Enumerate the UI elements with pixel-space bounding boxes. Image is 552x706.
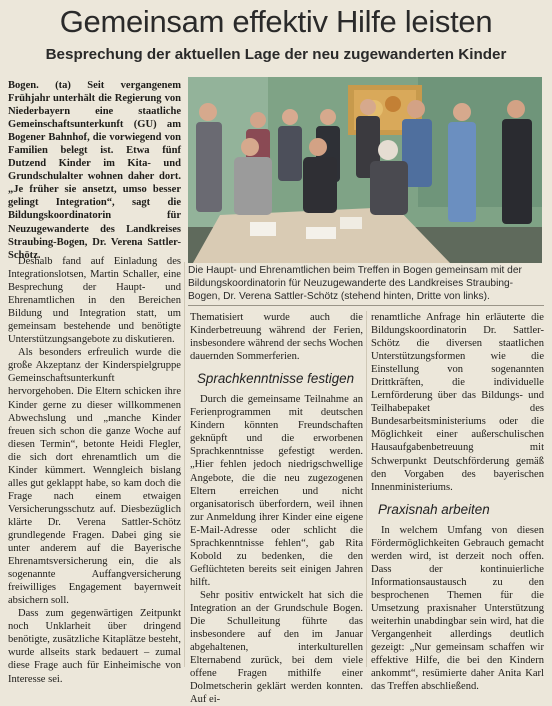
column-divider <box>366 311 367 667</box>
body-paragraph: renamtliche Anfrage hin erläuterte die Bildungskoordinatorin Dr. Sattler-Schötz die diversen staatlichen Unterstützungsformen wie die Einstellung von sogenannten Drittkräften, die individuelle Lernförderung über das Bildungs- und Teilhabepaket des Bundesarbeitsministeriums oder die Möglichkeit einer außerschulischen Hausaufgabenbetreuung mit Schwerpunkt Deutschförderung gemäß den Vorgaben des bayerischen Innenministeriums. <box>371 312 544 493</box>
body-paragraph: Thematisiert wurde auch die Kinderbetreuung während der Ferien, insbesondere während der sechs Wochen dauernden Sommerferien. <box>190 312 363 363</box>
column-divider <box>184 262 185 667</box>
lead-paragraph: Bogen. (ta) Seit vergangenem Frühjahr unterhält die Regierung von Niederbayern eine staatliche Gemeinschaftsunterkunft (GU) am Bogener Bahnhof, die vorwiegend von Familien belegt ist. Etwa fünf Dutzend Kinder im Kita- und Grundschulalter wohnen daher dort. „Je früher sie ansetzt, umso besser gelingt Integration“, sagt die Bildungskoordinatorin für Neuzugewanderte des Landkreises Straubing-Bogen, Dr. Verena Sattler-Schötz. <box>8 80 181 261</box>
section-heading: Praxisnah arbeiten <box>378 501 490 517</box>
headline: Gemeinsam effektiv Hilfe leisten <box>59 4 493 39</box>
article-column-1 <box>8 255 181 686</box>
article-column-3 <box>371 311 544 693</box>
body-paragraph: In welchem Umfang von diesen Fördermöglichkeiten Gebrauch gemacht werden wird, ist derzeit noch offen. Dass der kontinuierliche Informationsaustausch zu den besprochenen Themen für die Umsetzung praxisnaher Unterstützung weiterhin unabdingbar sein wird, hat die Vergangenheit allerdings deutlich gezeigt: „Nur gemeinsam schaffen wir effektive Hilfe, die bei den Kindern ankommt“, resümierte daher Anita Karl das Treffen abschließend. <box>371 524 544 693</box>
article-column-2 <box>190 311 363 706</box>
group-photo-image <box>188 77 542 263</box>
body-paragraph: Dass zum gegenwärtigen Zeitpunkt noch Unklarheit über dringend benötigte, zusätzliche Kitaplätze besteht, wurde allseits stark bedauert – zumal diese Frage auch für Einheimische von Interesse sei. <box>8 608 181 685</box>
body-paragraph: Als besonders erfreulich wurde die große Akzeptanz der Kinderspielgruppe Gemeinschaftsunterkunft hervorgehoben. Die Eltern schicken ihre Kinder gerne zu dieser willkommenen Abwechslung und „manche Kinder freuen sich schon die ganze Woche auf diesen Termin“, betonte Heidi Flegler, die sich dort ehrenamtlich um die Kinder kümmert. Wenngleich bislang alles gut geklappt habe, so kam doch die Frage nach einem etwaigen Versicherungsschutz auf. Diesbezüglich klärte Dr. Verena Sattler-Schötz grundlegende Fragen. Dabei ging sie unter anderem auf die Bayerische Ehrenamtsversicherung ein, die als sogenannte Auffangversicherung freiwilliges Engagement bayernweit absichern soll. <box>8 347 181 607</box>
body-paragraph: Durch die gemeinsame Teilnahme an Ferienprogrammen mit deutschen Kindern könnten Freundschaften geknüpft und die erworbenen Sprachkenntnisse gefestigt werden. „Hier fehlen jedoch niedrigschwellige Angebote, die die neu zugezogenen Eltern erreichen und nicht organisatorisch überfordern, weil ihnen zur Anmeldung ihrer Kinder eine eigene E-Mail-Adresse oder schlicht die Sprachkenntnisse fehlen“, gab Rita Kobold zu bedenken, die den Geflüchteten bereits seit einigen Jahren hilft. <box>190 394 363 588</box>
photo-caption: Die Haupt- und Ehrenamtlichen beim Treffen in Bogen gemeinsam mit der Bildungskoordinatorin für Neuzugewanderte des Landkreises Straubing-Bogen, Dr. Verena Sattler-Schötz (stehend hinten, Dritte von links). <box>188 265 522 302</box>
body-paragraph: Sehr positiv entwickelt hat sich die Integration an der Grundschule Bogen. Die Schulleitung führte das insbesondere auf den im Januar abgehaltenen, interkulturellen Elternabend zurück, bei dem viele offene Fragen mithilfe einer Dolmetscherin geklärt werden konnten. Auf ei- <box>190 589 363 706</box>
group-photo <box>188 77 542 263</box>
body-paragraph: Deshalb fand auf Einladung des Integrationslotsen, Martin Schaller, eine Besprechung der Haupt- und Ehrenamtlichen in den Bereichen Bildung und Integration statt, um gemeinsam bestehende und benötigte Unterstützungsangebote zu diskutieren. <box>8 256 181 346</box>
caption-rule <box>188 305 544 306</box>
lead-column <box>8 79 181 262</box>
subheadline: Besprechung der aktuellen Lage der neu zugewanderten Kinder <box>45 46 507 63</box>
section-heading: Sprachkenntnisse festigen <box>197 371 355 387</box>
